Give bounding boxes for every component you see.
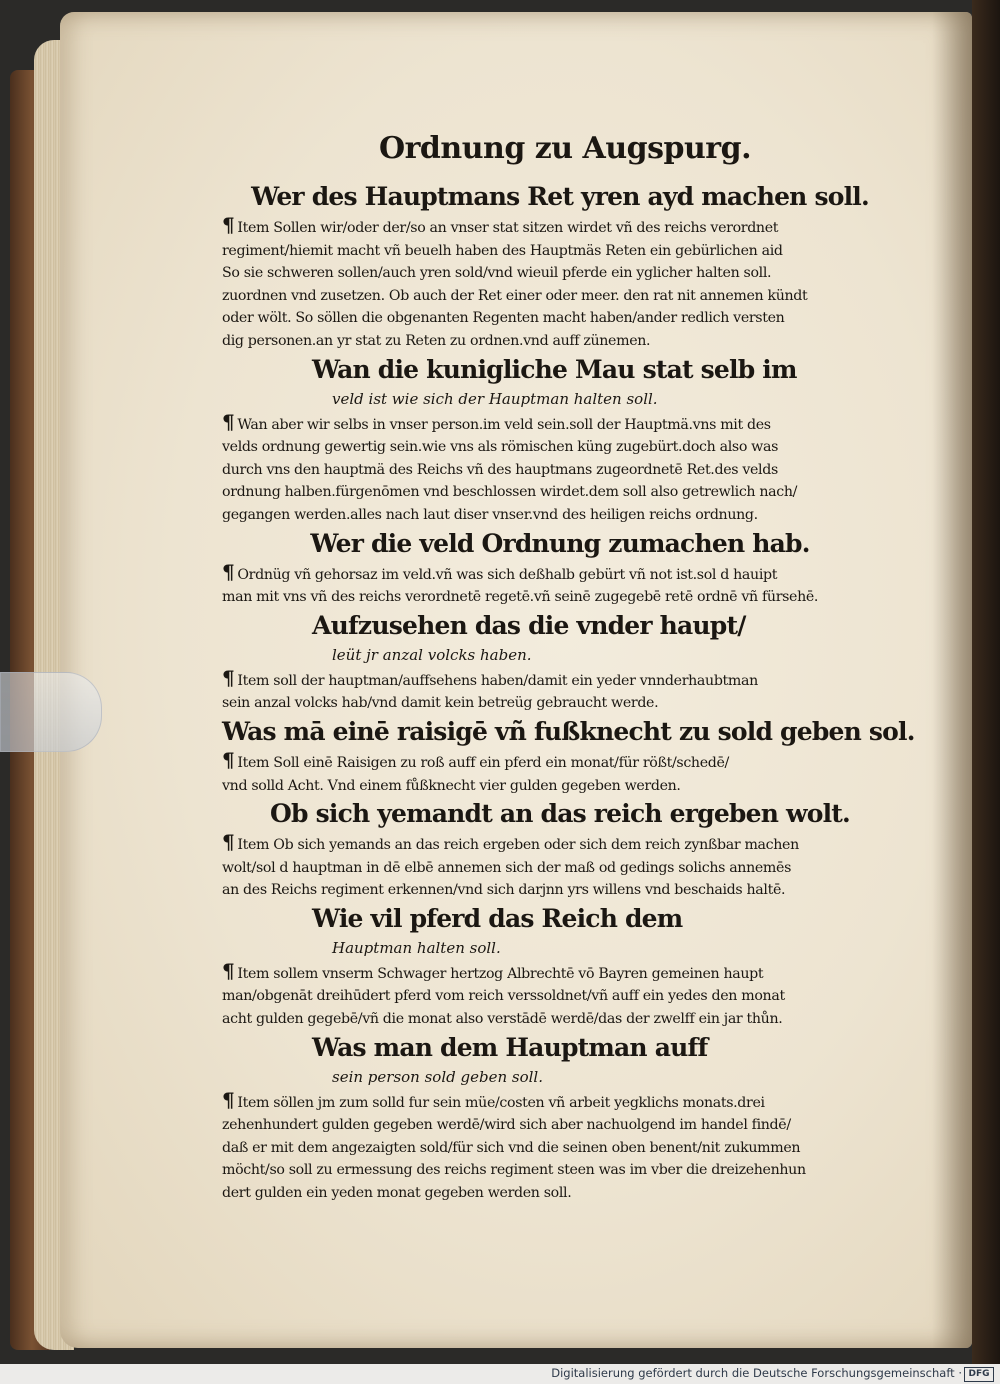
text-line-content: Ordnüg vñ gehorsaz im veld.vñ was sich deßhalb gebürt vñ not ist.sol d hauipt <box>237 566 778 583</box>
section-heading: Was man dem Hauptman auff <box>312 1032 708 1062</box>
paragraph-mark-icon: ¶ <box>222 410 235 434</box>
section-heading: Ob sich yemandt an das reich ergeben wolt. <box>270 799 850 829</box>
section <box>222 353 898 527</box>
section-paragraph <box>222 960 898 1031</box>
text-line: an des Reichs regiment erkennen/vnd sich darjnn yrs willens vnd beschaids haltē. <box>222 882 786 899</box>
text-line: So sie schweren sollen/auch yren sold/vnd wieuil pferde ein yglicher halten soll. <box>222 265 772 282</box>
section-heading-continuation: leüt jr anzal volcks haben. <box>332 645 532 664</box>
section <box>222 902 898 1031</box>
book-binding <box>972 0 1000 1364</box>
section-paragraph <box>222 831 898 902</box>
text-line: regiment/hiemit macht vñ beuelh haben des Hauptmäs Reten ein gebürlichen aid <box>222 242 783 259</box>
text-line-content: Item Sollen wir/oder der/so an vnser stat sitzen wirdet vñ des reichs verordnet <box>237 220 779 236</box>
text-line: oder wölt. So söllen die obgenanten Regenten macht haben/ander redlich versten <box>222 310 785 327</box>
section <box>222 797 898 902</box>
section-paragraph <box>222 411 898 527</box>
text-line: dert gulden ein yeden monat gegeben werden soll. <box>222 1185 572 1202</box>
text-line: zehenhundert gulden gegeben werdē/wird sich aber nachuolgend im handel findē/ <box>222 1117 791 1134</box>
dfg-footer <box>0 1364 1000 1384</box>
dfg-logo: DFG <box>964 1367 994 1382</box>
paragraph-mark-icon: ¶ <box>222 666 235 690</box>
text-line: velds ordnung gewertig sein.wie vns als römischen küng zugebürt.doch also was <box>222 439 779 456</box>
section-heading: Was mā einē raisigē vñ fußknecht zu sold geben sol. <box>222 716 915 746</box>
section-heading: Wer die veld Ordnung zumachen hab. <box>310 528 810 558</box>
page-clamp <box>0 672 102 752</box>
text-line: dig personen.an yr stat zu Reten zu ordnen.vnd auff zünemen. <box>222 332 651 349</box>
gutter-shadow <box>932 12 972 1348</box>
section-heading: Aufzusehen das die vnder haupt/ <box>312 610 746 640</box>
text-line: man mit vns vñ des reichs verordnetē regetē.vñ seinē zugegebē retē ordnē vñ fürsehē. <box>222 589 819 606</box>
section-paragraph <box>222 561 898 609</box>
text-line: zuordnen vnd zusetzen. Ob auch der Ret einer oder meer. den rat nit annemen kündt <box>222 287 808 304</box>
paragraph-mark-icon: ¶ <box>222 1088 235 1112</box>
section-paragraph <box>222 1089 898 1205</box>
text-line: acht gulden gegebē/vñ die monat also verstādē werdē/das der zwelff ein jar thůn. <box>222 1011 783 1028</box>
section-paragraph <box>222 214 898 353</box>
text-line <box>222 749 898 775</box>
text-line <box>222 214 898 240</box>
text-line-content: Item soll der hauptman/auffsehens haben/damit ein yeder vnnderhaubtman <box>237 672 758 689</box>
paragraph-mark-icon: ¶ <box>222 748 235 772</box>
section-heading: Wie vil pferd das Reich dem <box>312 903 683 933</box>
section <box>222 527 898 609</box>
section-heading: Wan die kunigliche Mau stat selb im <box>312 354 797 384</box>
running-title: Ordnung zu Augspurg. <box>378 131 752 166</box>
dfg-credit-text: Digitalisierung gefördert durch die Deutsche Forschungsgemeinschaft · <box>551 1366 962 1380</box>
paragraph-mark-icon: ¶ <box>222 959 235 983</box>
text-line: daß er mit dem angezaigten sold/für sich vnd die seinen oben benent/nit zukummen <box>222 1139 801 1156</box>
section-heading-continuation: sein person sold geben soll. <box>332 1067 543 1086</box>
section <box>222 715 915 797</box>
text-line: gegangen werden.alles nach laut diser vnser.vnd des heiligen reichs ordnung. <box>222 506 758 523</box>
text-line-content: Item sollem vnserm Schwager hertzog Albrechtē vō Bayren gemeinen haupt <box>237 965 764 982</box>
paragraph-mark-icon: ¶ <box>222 831 235 855</box>
section-heading: Wer des Hauptmans Ret yren ayd machen soll. <box>251 182 869 211</box>
text-line-content: Item söllen jm zum solld fur sein müe/costen vñ arbeit yegklichs monats.drei <box>237 1094 765 1111</box>
text-line: ordnung halben.fürgenōmen vnd beschlossen wirdet.dem soll also getrewlich nach/ <box>222 484 798 501</box>
text-line-content: Item Ob sich yemands an das reich ergeben oder sich dem reich zynßbar machen <box>237 837 799 854</box>
text-line: sein anzal volcks hab/vnd damit kein betreüg gebraucht werde. <box>222 695 659 712</box>
text-line <box>222 561 898 587</box>
text-line-content: Wan aber wir selbs in vnser person.im veld sein.soll der Hauptmä.vns mit des <box>237 416 771 433</box>
section-heading-continuation: veld ist wie sich der Hauptman halten soll. <box>332 389 658 408</box>
text-line: möcht/so soll zu ermessung des reichs regiment steen was im vber die dreizehenhun <box>222 1162 806 1179</box>
text-line <box>222 960 898 986</box>
paragraph-mark-icon: ¶ <box>222 214 235 237</box>
section-paragraph <box>222 667 898 715</box>
text-line-content: Item Soll einē Raisigen zu roß auff ein pferd ein monat/für rößt/schedē/ <box>237 754 729 771</box>
printed-text-block <box>222 128 915 1205</box>
section-heading-continuation: Hauptman halten soll. <box>332 938 501 957</box>
text-line: durch vns den hauptmä des Reichs vñ des hauptmans zugeordnetē Ret.des velds <box>222 461 778 478</box>
section <box>222 1031 898 1205</box>
text-line <box>222 667 898 693</box>
section-paragraph <box>222 749 898 797</box>
text-line: wolt/sol d hauptman in dē elbē annemen sich der maß od gedings solichs annemēs <box>222 859 792 876</box>
section <box>222 609 898 715</box>
section <box>222 180 898 353</box>
paragraph-mark-icon: ¶ <box>222 560 235 584</box>
text-line <box>222 831 898 857</box>
text-line: vnd solld Acht. Vnd einem fůßknecht vier gulden gegeben werden. <box>222 777 681 794</box>
text-line: man/obgenāt dreihūdert pferd vom reich verssoldnet/vñ auff ein yedes den monat <box>222 988 785 1005</box>
text-line <box>222 1089 898 1115</box>
text-line <box>222 411 898 437</box>
